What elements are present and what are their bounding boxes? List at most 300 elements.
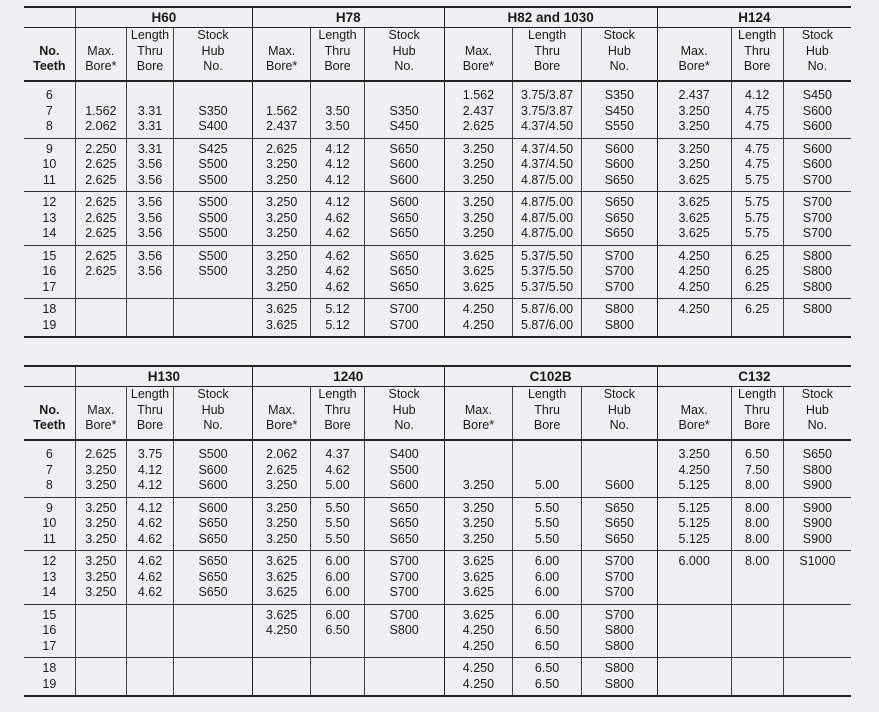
header-line: Length <box>738 28 777 42</box>
max-bore-cell <box>444 604 513 658</box>
cell-value: S600 <box>389 195 419 209</box>
cell-value <box>658 661 731 677</box>
length-cell <box>126 551 173 605</box>
stock-cell <box>581 551 657 605</box>
cell-value: 3.31 <box>137 141 163 156</box>
cell-value: 4.62 <box>325 279 350 294</box>
header-line <box>445 28 513 44</box>
header-blank <box>24 7 75 28</box>
length-cell <box>513 604 582 658</box>
teeth-value: 19 <box>42 317 57 332</box>
cell-value: 4.75 <box>744 103 770 118</box>
header-line <box>445 387 513 403</box>
cell-value <box>76 677 126 693</box>
cell-value: 3.250 <box>85 554 117 568</box>
header-line: Length <box>738 387 777 401</box>
teeth-value: 18 <box>42 661 57 675</box>
header-line <box>658 28 731 44</box>
max-bore-cell <box>444 551 513 605</box>
cell-value <box>445 463 513 479</box>
cell-value: 4.75 <box>744 157 770 171</box>
cell-value: 2.625 <box>85 157 117 171</box>
cell-value: 3.56 <box>137 226 163 240</box>
cell-value: 3.50 <box>325 103 350 118</box>
max-bore-cell <box>252 299 310 338</box>
cell-value: S800 <box>604 661 634 675</box>
cell-value: 5.75 <box>744 172 770 187</box>
header-line <box>253 28 310 44</box>
length-cell <box>126 81 173 138</box>
cell-value: 2.625 <box>462 119 495 133</box>
cell-value: 3.250 <box>266 195 298 209</box>
cell-value: 5.87/6.00 <box>521 317 574 332</box>
cell-value <box>732 677 783 693</box>
cell-value <box>658 318 731 334</box>
header-line: Bore <box>324 418 351 432</box>
no-teeth-header <box>24 28 75 82</box>
cell-value: S650 <box>802 447 832 461</box>
length-cell <box>311 604 364 658</box>
max-bore-cell <box>657 192 731 246</box>
cell-value <box>784 677 851 693</box>
cell-value <box>174 302 252 318</box>
cell-value: 3.250 <box>462 157 495 171</box>
cell-value <box>311 661 363 677</box>
cell-value: 3.625 <box>462 569 495 584</box>
cell-value <box>445 447 513 463</box>
header-line: Teeth <box>33 418 66 432</box>
stock-cell <box>783 604 851 658</box>
cell-value <box>365 661 444 677</box>
cell-value: 6.25 <box>744 302 770 316</box>
header-line: Bore <box>136 418 164 432</box>
cell-value: 5.50 <box>534 531 560 546</box>
cell-value: 5.75 <box>744 195 770 209</box>
length-cell <box>126 497 173 551</box>
cell-value: 4.62 <box>137 585 163 599</box>
cell-value <box>76 661 126 677</box>
header-line <box>658 387 731 403</box>
cell-value: 3.625 <box>266 607 298 622</box>
stock-cell <box>783 138 851 192</box>
teeth-value: 9 <box>45 500 53 515</box>
cell-value: 8.00 <box>744 516 770 530</box>
cell-value: S650 <box>389 516 419 530</box>
cell-value: S700 <box>389 317 419 332</box>
cell-value: 2.625 <box>85 447 117 461</box>
length-header <box>731 387 783 441</box>
max-bore-cell <box>75 138 126 192</box>
cell-value: 3.625 <box>678 226 710 240</box>
max-bore-cell <box>252 658 310 697</box>
cell-value: 4.87/5.00 <box>521 195 574 209</box>
cell-value: S800 <box>802 248 832 263</box>
cell-value: 3.250 <box>462 516 495 530</box>
cell-value: S800 <box>604 638 634 653</box>
cell-value: 3.250 <box>462 172 495 187</box>
group-header: H130 <box>75 366 252 387</box>
cell-value: 3.250 <box>266 531 298 546</box>
cell-value: S700 <box>604 585 634 599</box>
cell-value: 4.62 <box>325 264 350 278</box>
cell-value: 4.12 <box>325 157 350 171</box>
cell-value: 3.625 <box>266 302 298 316</box>
cell-value: S650 <box>604 531 634 546</box>
table-row <box>24 440 851 497</box>
cell-value <box>784 661 851 677</box>
header-line: Length <box>130 387 170 401</box>
cell-value: S600 <box>389 157 419 171</box>
cell-value: 5.75 <box>744 210 770 225</box>
cell-value: 4.250 <box>678 462 710 477</box>
header-line: Bore* <box>266 59 298 73</box>
cell-value: S800 <box>389 623 419 637</box>
cell-value: S600 <box>198 478 228 492</box>
length-cell <box>311 81 364 138</box>
header-line: Max. <box>464 402 492 417</box>
cell-value: 3.625 <box>462 248 495 263</box>
cell-value: 6.50 <box>534 623 560 637</box>
cell-value: 4.12 <box>137 500 163 515</box>
teeth-value: 19 <box>42 676 57 691</box>
header-line: No. <box>203 59 223 73</box>
teeth-value: 13 <box>42 569 57 584</box>
stock-cell <box>364 245 444 299</box>
stock-cell <box>581 604 657 658</box>
cell-value: 4.12 <box>744 88 770 102</box>
cell-value: S600 <box>198 500 228 515</box>
stock-cell <box>581 245 657 299</box>
cell-value: 3.625 <box>462 585 495 599</box>
cell-value <box>784 318 851 334</box>
header-line: Thru <box>324 43 351 58</box>
max-bore-cell <box>657 440 731 497</box>
header-line: Bore <box>533 59 561 73</box>
stock-cell <box>581 138 657 192</box>
teeth-value: 12 <box>42 195 57 209</box>
cell-value: 3.625 <box>266 554 298 568</box>
cell-value: 3.56 <box>137 157 163 171</box>
cell-value: 5.37/5.50 <box>521 248 574 263</box>
header-line: No. <box>807 59 828 73</box>
cell-value <box>784 623 851 639</box>
teeth-value: 6 <box>45 88 53 102</box>
cell-value: 4.250 <box>678 248 710 263</box>
group-header: H82 and 1030 <box>444 7 657 28</box>
cell-value: 6.25 <box>744 279 770 294</box>
cell-value <box>174 608 252 624</box>
table-row <box>24 192 851 246</box>
max-bore-cell <box>657 245 731 299</box>
stock-cell <box>364 138 444 192</box>
length-cell <box>513 497 582 551</box>
teeth-cell <box>24 299 75 338</box>
cell-value: S1000 <box>799 554 836 568</box>
cell-value <box>127 318 173 334</box>
cell-value: 5.75 <box>744 226 770 240</box>
length-cell <box>311 551 364 605</box>
max-bore-cell <box>252 138 310 192</box>
length-cell <box>731 604 783 658</box>
cell-value: 4.62 <box>325 226 350 240</box>
teeth-value: 8 <box>45 119 53 133</box>
cell-value: 4.250 <box>462 623 495 637</box>
cell-value: S450 <box>802 88 832 102</box>
length-cell <box>513 440 582 497</box>
cell-value: 3.250 <box>266 500 298 515</box>
cell-value: S650 <box>604 226 634 240</box>
cell-value: 4.37/4.50 <box>521 119 574 133</box>
cell-value <box>253 677 310 693</box>
cell-value: 5.125 <box>678 516 710 530</box>
cell-value <box>311 639 363 655</box>
cell-value: 5.37/5.50 <box>521 279 574 294</box>
length-cell <box>731 245 783 299</box>
group-header: H60 <box>75 7 252 28</box>
cell-value <box>127 639 173 655</box>
header-line: Length <box>527 28 567 42</box>
teeth-value: 11 <box>42 531 56 546</box>
cell-value: 4.37/4.50 <box>521 157 574 171</box>
header-line: Thru <box>534 43 560 58</box>
header-line: Hub <box>805 43 829 58</box>
cell-value: S650 <box>198 531 228 546</box>
cell-value: 5.125 <box>678 500 710 515</box>
cell-value: S650 <box>604 172 634 187</box>
cell-value: S500 <box>198 264 228 278</box>
stock-cell <box>783 551 851 605</box>
cell-value <box>76 280 126 296</box>
cell-value: 3.250 <box>266 279 298 294</box>
stock-cell <box>174 138 253 192</box>
header-line: Thru <box>324 402 351 417</box>
length-cell <box>731 81 783 138</box>
cell-value <box>658 639 731 655</box>
cell-value: 4.75 <box>744 141 770 156</box>
length-cell <box>513 192 582 246</box>
cell-value: 2.625 <box>85 264 117 278</box>
header-line: Max. <box>680 43 708 58</box>
cell-value: 5.50 <box>325 500 350 515</box>
max-bore-cell <box>75 604 126 658</box>
header-line: Bore <box>533 418 561 432</box>
cell-value: 3.250 <box>85 462 117 477</box>
cell-value <box>174 677 252 693</box>
header-line: Length <box>130 28 170 42</box>
cell-value: 4.37 <box>325 447 350 461</box>
stock-header <box>783 387 851 441</box>
cell-value: S700 <box>802 172 832 187</box>
length-header <box>513 387 582 441</box>
cell-value: 3.250 <box>462 195 495 209</box>
teeth-value: 12 <box>42 554 57 568</box>
cell-value: S500 <box>198 226 228 240</box>
stock-header <box>174 387 253 441</box>
cell-value <box>784 608 851 624</box>
table-row <box>24 604 851 658</box>
cell-value: 5.12 <box>325 317 350 332</box>
header-spacer <box>24 387 75 403</box>
max-bore-cell <box>444 299 513 338</box>
cell-value: 3.56 <box>137 172 163 187</box>
stock-cell <box>364 440 444 497</box>
cell-value: S500 <box>198 195 228 209</box>
cell-value <box>76 318 126 334</box>
cell-value: 4.62 <box>137 516 163 530</box>
max-bore-cell <box>252 245 310 299</box>
cell-value: 2.625 <box>85 210 117 225</box>
header-line <box>76 387 126 403</box>
cell-value: 3.250 <box>85 478 117 492</box>
stock-cell <box>783 440 851 497</box>
cell-value <box>174 639 252 655</box>
cell-value: 3.625 <box>678 210 710 225</box>
max-bore-cell <box>252 497 310 551</box>
table-row <box>24 658 851 697</box>
cell-value: S700 <box>604 279 634 294</box>
cell-value: 3.625 <box>266 585 298 599</box>
cell-value: 6.00 <box>325 554 350 568</box>
header-line: Max. <box>268 43 296 58</box>
cell-value: 3.31 <box>137 103 163 118</box>
group-header: H124 <box>657 7 851 28</box>
header-line: Max. <box>87 402 115 417</box>
cell-value: 3.625 <box>266 569 298 584</box>
max-bore-cell <box>252 192 310 246</box>
cell-value: 4.12 <box>137 462 163 477</box>
cell-value: 3.250 <box>266 172 298 187</box>
cell-value <box>658 570 731 586</box>
teeth-value: 16 <box>42 264 57 278</box>
stock-cell <box>783 81 851 138</box>
teeth-value: 14 <box>42 585 57 599</box>
header-line: Bore* <box>85 59 117 73</box>
header-line: Thru <box>744 43 770 58</box>
cell-value <box>311 677 363 693</box>
cell-value: 5.37/5.50 <box>521 264 574 278</box>
teeth-value: 10 <box>42 157 57 171</box>
cell-value: 2.625 <box>85 248 117 263</box>
cell-value: 4.62 <box>325 248 350 263</box>
cell-value: 6.50 <box>325 623 350 637</box>
cell-value: S650 <box>604 516 634 530</box>
cell-value: 3.56 <box>137 248 163 263</box>
cell-value <box>127 280 173 296</box>
cell-value: 4.250 <box>462 661 495 675</box>
cell-value: 7.50 <box>744 462 770 477</box>
teeth-cell <box>24 604 75 658</box>
cell-value: 2.625 <box>85 226 117 240</box>
cell-value: 5.50 <box>534 516 560 530</box>
cell-value <box>76 639 126 655</box>
sprocket-table-lower <box>24 365 851 697</box>
cell-value: 3.250 <box>678 119 710 133</box>
header-line: Thru <box>534 402 560 417</box>
cell-value: 2.625 <box>85 172 117 187</box>
max-bore-cell <box>657 299 731 338</box>
cell-value: S700 <box>604 248 634 263</box>
cell-value <box>311 88 363 104</box>
cell-value: 3.250 <box>678 103 710 118</box>
table-row <box>24 497 851 551</box>
cell-value: 4.87/5.00 <box>521 210 574 225</box>
cell-value: S350 <box>604 88 634 102</box>
cell-value: S650 <box>389 279 419 294</box>
cell-value: 6.25 <box>744 264 770 278</box>
cell-value <box>127 302 173 318</box>
cell-value: 2.437 <box>678 88 710 102</box>
cell-value: 3.625 <box>462 279 495 294</box>
cell-value: 5.87/6.00 <box>521 302 574 316</box>
stock-cell <box>364 192 444 246</box>
cell-value: S650 <box>389 226 419 240</box>
cell-value: 3.50 <box>325 119 350 133</box>
cell-value: 3.56 <box>137 210 163 225</box>
cell-value <box>253 661 310 677</box>
cell-value: S700 <box>604 264 634 278</box>
cell-value: S500 <box>198 447 228 461</box>
header-line: Stock <box>197 387 229 401</box>
max-bore-cell <box>75 192 126 246</box>
cell-value: 4.12 <box>325 195 350 209</box>
cell-value: S900 <box>802 478 832 492</box>
header-line: Bore <box>136 59 164 73</box>
cell-value: 5.50 <box>534 500 560 515</box>
cell-value: 4.62 <box>137 531 163 546</box>
header-line <box>253 387 310 403</box>
stock-cell <box>174 497 253 551</box>
cell-value: S700 <box>389 554 419 568</box>
cell-value: S650 <box>389 531 419 546</box>
table-row <box>24 299 851 338</box>
cell-value: S600 <box>802 157 832 171</box>
length-cell <box>311 192 364 246</box>
max-bore-cell <box>444 138 513 192</box>
cell-value: S350 <box>389 103 419 118</box>
cell-value: 4.37/4.50 <box>521 141 574 156</box>
cell-value: S650 <box>604 195 634 209</box>
stock-cell <box>783 658 851 697</box>
table-row <box>24 245 851 299</box>
cell-value: 2.625 <box>85 195 117 209</box>
cell-value: S600 <box>802 119 832 133</box>
header-line: Stock <box>603 387 635 401</box>
length-cell <box>311 299 364 338</box>
cell-value: 3.250 <box>266 478 298 492</box>
header-line: Stock <box>801 28 833 42</box>
cell-value: 4.87/5.00 <box>521 172 574 187</box>
cell-value: 4.62 <box>325 462 350 477</box>
cell-value: S400 <box>198 119 228 133</box>
header-blank <box>24 366 75 387</box>
teeth-cell <box>24 245 75 299</box>
teeth-value: 7 <box>45 103 53 118</box>
cell-value <box>127 623 173 639</box>
cell-value: S800 <box>802 279 832 294</box>
stock-cell <box>783 497 851 551</box>
stock-cell <box>581 81 657 138</box>
cell-value: 3.625 <box>462 607 495 622</box>
cell-value: 3.625 <box>678 195 710 209</box>
length-header <box>126 387 173 441</box>
cell-value: 2.437 <box>462 103 495 118</box>
cell-value: S700 <box>604 569 634 584</box>
cell-value <box>513 463 581 479</box>
cell-value <box>174 280 252 296</box>
cell-value: S650 <box>389 264 419 278</box>
cell-value: S700 <box>389 585 419 599</box>
cell-value: S600 <box>198 462 228 477</box>
